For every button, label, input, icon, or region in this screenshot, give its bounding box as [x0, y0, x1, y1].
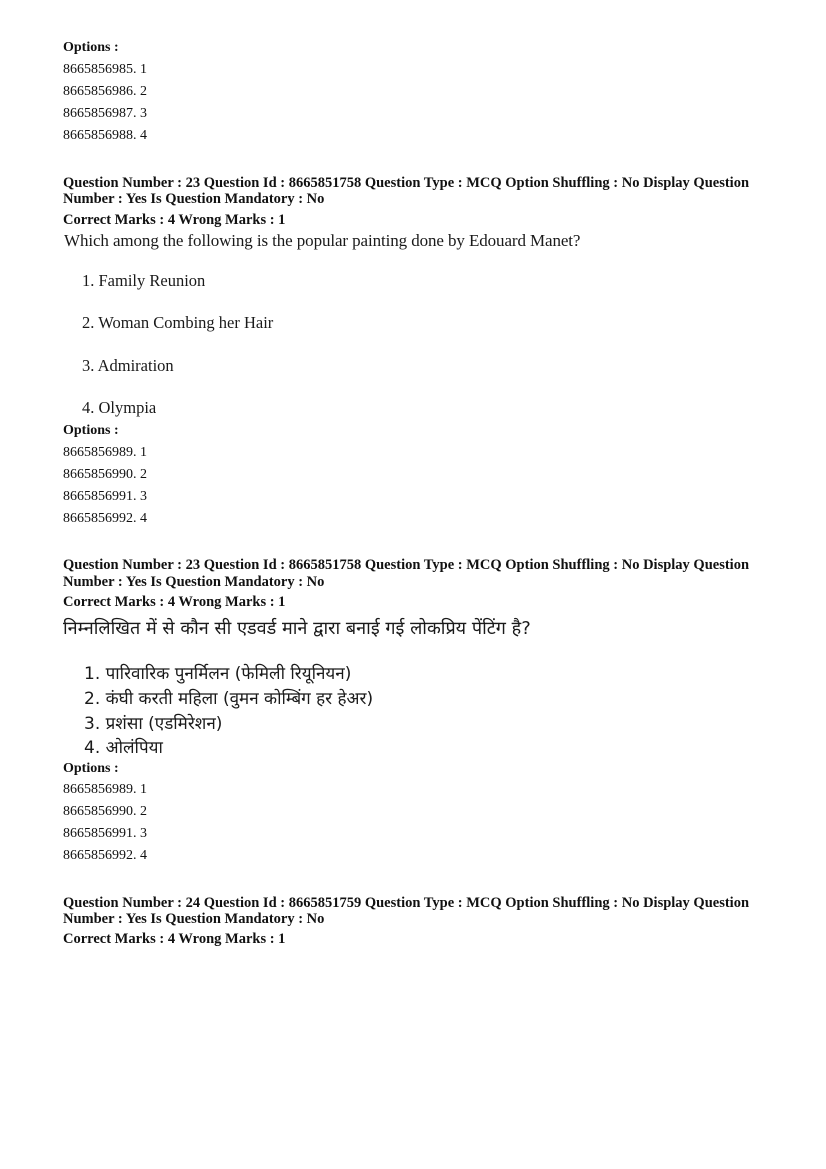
marks-line: Correct Marks : 4 Wrong Marks : 1: [63, 212, 286, 228]
answer-choice-hindi: 3. प्रशंसा (एडमिरेशन): [84, 714, 223, 734]
option-row: 8665856989. 1: [63, 782, 147, 797]
option-row: 8665856986. 2: [63, 84, 147, 99]
question-header-cont: Number : Yes Is Question Mandatory : No: [63, 911, 325, 927]
question-header-cont: Number : Yes Is Question Mandatory : No: [63, 191, 325, 207]
question-header: Question Number : 23 Question Id : 8665851758 Question Type : MCQ Option Shuffling : No Display Question: [63, 557, 750, 573]
answer-choice: 2. Woman Combing her Hair: [82, 313, 274, 332]
question-text: Which among the following is the popular painting done by Edouard Manet?: [64, 231, 581, 250]
question-header: Question Number : 24 Question Id : 8665851759 Question Type : MCQ Option Shuffling : No Display Question: [63, 895, 750, 911]
answer-choice: 1. Family Reunion: [82, 271, 206, 290]
answer-choice: 4. Olympia: [82, 398, 157, 417]
question-text-hindi: निम्नलिखित में से कौन सी एडवर्ड माने द्वारा बनाई गई लोकप्रिय पेंटिंग है?: [63, 618, 531, 639]
options-label: Options :: [63, 423, 119, 438]
option-row: 8665856989. 1: [63, 445, 147, 460]
option-row: 8665856985. 1: [63, 62, 147, 77]
question-header: Question Number : 23 Question Id : 8665851758 Question Type : MCQ Option Shuffling : No Display Question: [63, 175, 750, 191]
option-row: 8665856991. 3: [63, 826, 147, 841]
option-row: 8665856991. 3: [63, 489, 147, 504]
option-row: 8665856990. 2: [63, 467, 147, 482]
options-label: Options :: [63, 40, 119, 55]
answer-choice-hindi: 2. कंघी करती महिला (वुमन कोम्बिंग हर हेअर): [84, 689, 374, 709]
option-row: 8665856988. 4: [63, 128, 147, 143]
option-row: 8665856990. 2: [63, 804, 147, 819]
answer-choice: 3. Admiration: [82, 356, 174, 375]
answer-choice-hindi: 1. पारिवारिक पुनर्मिलन (फेमिली रियूनियन): [84, 664, 352, 684]
marks-line: Correct Marks : 4 Wrong Marks : 1: [63, 594, 286, 610]
options-label: Options :: [63, 761, 119, 776]
marks-line: Correct Marks : 4 Wrong Marks : 1: [63, 931, 286, 947]
answer-choice-hindi: 4. ओलंपिया: [84, 738, 163, 758]
option-row: 8665856992. 4: [63, 848, 147, 863]
option-row: 8665856992. 4: [63, 511, 147, 526]
option-row: 8665856987. 3: [63, 106, 147, 121]
question-header-cont: Number : Yes Is Question Mandatory : No: [63, 574, 325, 590]
